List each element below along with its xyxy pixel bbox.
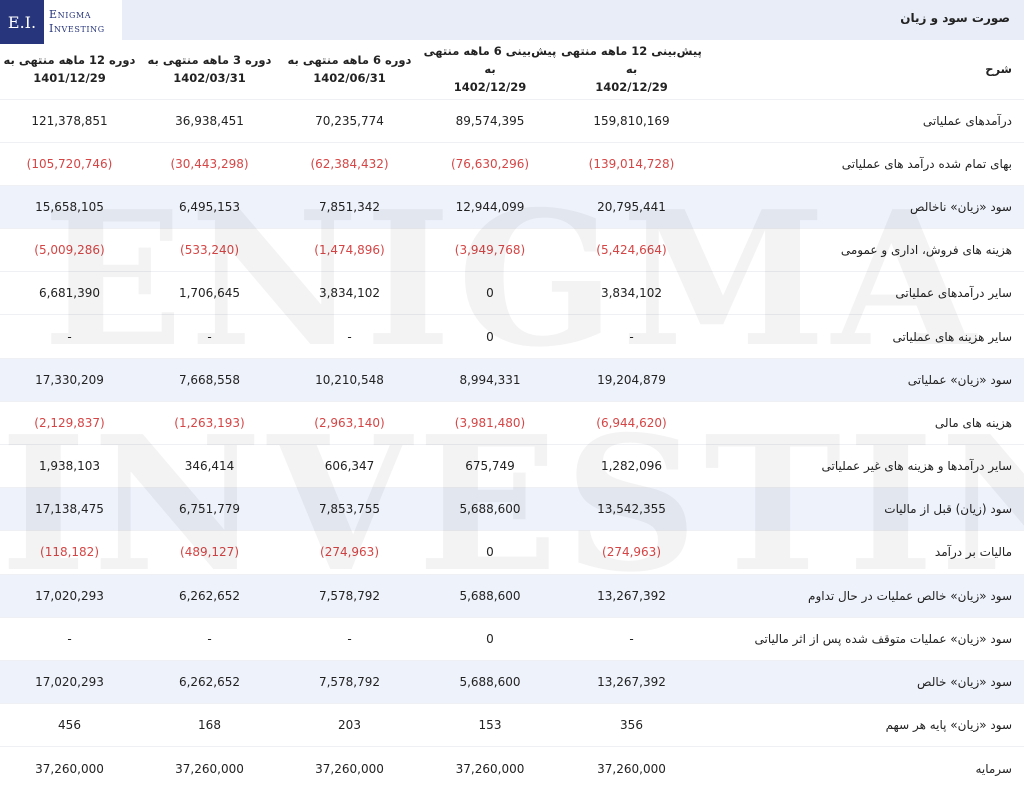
row-label: هزینه های مالی (934, 415, 1012, 430)
title-bar (0, 0, 1024, 40)
cell-value: (274,963) (320, 545, 379, 560)
column-header-period-12m (0, 40, 139, 99)
column-header-title: دوره 12 ماهه منتهی به (3, 53, 136, 68)
cell-value: 17,020,293 (35, 675, 104, 690)
logo-line-2: Investing (49, 22, 105, 35)
cell-value: (76,630,296) (450, 156, 530, 171)
cell-value: 153 (478, 718, 502, 733)
logo-mark: E.I. (0, 0, 44, 44)
cell-value: (139,014,728) (588, 156, 675, 171)
column-header-forecast-12m (561, 40, 702, 99)
column-header-forecast-6m (419, 40, 561, 99)
cell-value: (5,424,664) (596, 243, 667, 258)
cell-value: (105,720,746) (26, 156, 113, 171)
cell-value: 89,574,395 (455, 113, 525, 128)
income-statement-table (0, 40, 1024, 790)
cell-value: 12,944,099 (455, 199, 525, 214)
column-header-description: شرح (985, 62, 1012, 77)
row-label: هزینه های فروش، اداری و عمومی (840, 243, 1012, 258)
cell-value: 0 (486, 329, 494, 344)
table-row (0, 704, 1024, 747)
cell-value: 8,994,331 (459, 372, 521, 387)
cell-value: 1,282,096 (600, 459, 663, 474)
cell-value: (6,944,620) (596, 415, 667, 430)
cell-value: (2,129,837) (34, 415, 105, 430)
cell-value: - (629, 329, 634, 344)
column-header-title: دوره 3 ماهه منتهی به (147, 53, 272, 68)
cell-value: 0 (486, 545, 494, 560)
cell-value: 6,262,652 (178, 588, 241, 603)
table-row (0, 315, 1024, 358)
table-row (0, 99, 1024, 142)
page-title: صورت سود و زیان (900, 11, 1010, 25)
cell-value: 121,378,851 (31, 113, 108, 128)
logo-text (44, 8, 105, 36)
table-row (0, 617, 1024, 660)
cell-value: (274,963) (602, 545, 661, 560)
table-row (0, 185, 1024, 228)
row-label: سایر هزینه های عملیاتی (892, 329, 1012, 344)
cell-value: 606,347 (324, 459, 375, 474)
cell-value: 36,938,451 (175, 113, 244, 128)
cell-value: 5,688,600 (459, 502, 521, 517)
cell-value: - (207, 631, 212, 646)
table-row (0, 660, 1024, 703)
cell-value: 7,668,558 (178, 372, 241, 387)
cell-value: 17,138,475 (35, 502, 104, 517)
column-header-date: 1402/03/31 (173, 71, 246, 86)
cell-value: 13,267,392 (597, 588, 666, 603)
table-row (0, 574, 1024, 617)
cell-value: 7,851,342 (318, 199, 381, 214)
cell-value: - (347, 631, 352, 646)
row-label: سود (زیان) قبل از مالیات (884, 502, 1012, 517)
table-row (0, 747, 1024, 790)
cell-value: (3,981,480) (454, 415, 526, 430)
cell-value: 0 (486, 286, 494, 301)
column-header-date: 1402/12/29 (595, 80, 668, 95)
cell-value: 10,210,548 (315, 372, 384, 387)
cell-value: - (67, 631, 72, 646)
row-label: سود «زیان» عملیاتی (907, 372, 1012, 387)
cell-value: 7,578,792 (318, 588, 381, 603)
column-header-date: 1401/12/29 (33, 71, 106, 86)
column-header-title: پیش‌بینی 12 ماهه منتهی به (561, 44, 702, 77)
cell-value: - (207, 329, 212, 344)
cell-value: 5,688,600 (459, 588, 521, 603)
cell-value: 37,260,000 (175, 761, 244, 776)
cell-value: - (347, 329, 352, 344)
cell-value: 3,834,102 (318, 286, 381, 301)
cell-value: 6,681,390 (38, 286, 101, 301)
cell-value: (533,240) (180, 243, 239, 258)
cell-value: 6,495,153 (178, 199, 241, 214)
row-label: سود «زیان» عملیات متوقف شده پس از اثر مالیاتی (754, 631, 1012, 646)
row-label: سرمایه (975, 761, 1012, 776)
row-label: سود «زیان» پایه هر سهم (885, 718, 1012, 733)
cell-value: (30,443,298) (170, 156, 249, 171)
table-row (0, 445, 1024, 488)
cell-value: 7,578,792 (318, 675, 381, 690)
cell-value: 1,938,103 (38, 459, 101, 474)
cell-value: 6,751,779 (178, 502, 241, 517)
cell-value: 37,260,000 (315, 761, 384, 776)
cell-value: 17,020,293 (35, 588, 104, 603)
cell-value: (1,263,193) (174, 415, 245, 430)
cell-value: (489,127) (180, 545, 239, 560)
cell-value: 159,810,169 (593, 113, 670, 128)
cell-value: (3,949,768) (454, 243, 526, 258)
column-header-title: پیش‌بینی 6 ماهه منتهی به (423, 44, 557, 77)
table-row (0, 358, 1024, 401)
cell-value: 5,688,600 (459, 675, 521, 690)
row-label: سایر درآمدهای عملیاتی (895, 286, 1012, 301)
cell-value: 203 (338, 718, 361, 733)
cell-value: 1,706,645 (178, 286, 241, 301)
column-header-period-3m (139, 40, 280, 99)
row-label: درآمدهای عملیاتی (922, 113, 1012, 128)
cell-value: 17,330,209 (35, 372, 104, 387)
row-label: مالیات بر درآمد (934, 545, 1012, 560)
cell-value: 346,414 (184, 459, 235, 474)
cell-value: 675,749 (465, 459, 515, 474)
cell-value: 356 (620, 718, 643, 733)
table-header-row (0, 40, 1024, 99)
cell-value: 6,262,652 (178, 675, 241, 690)
row-label: سود «زیان» ناخالص (910, 199, 1012, 214)
cell-value: 3,834,102 (600, 286, 663, 301)
cell-value: 7,853,755 (318, 502, 381, 517)
column-header-period-6m (280, 40, 419, 99)
cell-value: - (629, 631, 634, 646)
table-body (0, 99, 1024, 790)
row-label: سود «زیان» خالص (917, 675, 1012, 690)
cell-value: 20,795,441 (597, 199, 666, 214)
cell-value: (2,963,140) (314, 415, 385, 430)
column-header-title: دوره 6 ماهه منتهی به (287, 53, 412, 68)
table-row (0, 488, 1024, 531)
cell-value: (62,384,432) (310, 156, 389, 171)
column-header-date: 1402/06/31 (313, 71, 386, 86)
table-row (0, 531, 1024, 574)
cell-value: (5,009,286) (34, 243, 105, 258)
brand-logo (0, 0, 122, 44)
cell-value: - (67, 329, 72, 344)
table-row (0, 142, 1024, 185)
cell-value: 70,235,774 (315, 113, 384, 128)
cell-value: 37,260,000 (597, 761, 666, 776)
row-label: بهای تمام شده درآمد های عملیاتی (841, 156, 1012, 171)
cell-value: 456 (58, 718, 81, 733)
column-header-date: 1402/12/29 (453, 80, 527, 95)
cell-value: (118,182) (40, 545, 99, 560)
logo-line-1: Enigma (49, 8, 92, 21)
cell-value: 168 (198, 718, 221, 733)
table-row (0, 229, 1024, 272)
cell-value: 13,542,355 (597, 502, 666, 517)
cell-value: 13,267,392 (597, 675, 666, 690)
cell-value: 15,658,105 (35, 199, 104, 214)
table-row (0, 272, 1024, 315)
cell-value: 37,260,000 (35, 761, 104, 776)
row-label: سود «زیان» خالص عملیات در حال تداوم (808, 588, 1012, 603)
table-row (0, 401, 1024, 444)
row-label: سایر درآمدها و هزینه های غیر عملیاتی (821, 459, 1012, 474)
cell-value: 19,204,879 (597, 372, 666, 387)
cell-value: 37,260,000 (455, 761, 525, 776)
cell-value: 0 (486, 631, 494, 646)
cell-value: (1,474,896) (314, 243, 385, 258)
